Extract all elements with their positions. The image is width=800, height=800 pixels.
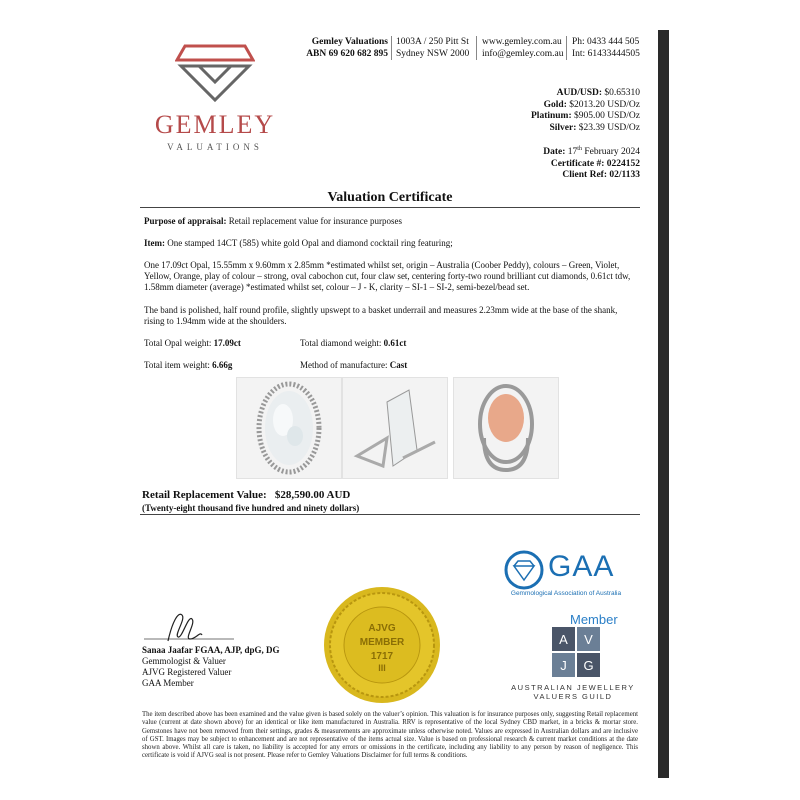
phone-number: Ph: 0433 444 505	[572, 37, 640, 47]
web-block	[482, 36, 564, 60]
page-title: Valuation Certificate	[327, 190, 453, 205]
svg-text:J: J	[560, 658, 567, 673]
signer-role: Gemmologist & Valuer	[142, 656, 226, 666]
signer-block	[142, 645, 280, 689]
rate-aud-usd: AUD/USD: $0.65310	[556, 88, 640, 98]
svg-text:MEMBER: MEMBER	[359, 637, 405, 648]
header-divider	[566, 36, 567, 60]
svg-text:AJVG: AJVG	[368, 623, 396, 634]
signature-image	[138, 605, 248, 645]
page-edge-bar	[658, 30, 669, 778]
svg-text:A: A	[559, 632, 568, 647]
rate-gold: Gold: $2013.20 USD/Oz	[543, 99, 640, 110]
intl-phone-number: Int: 61433444505	[572, 49, 640, 59]
item-paragraph: Item: One stamped 14CT (585) white gold Opal and diamond cocktail ring featuring;	[144, 238, 453, 248]
header-divider	[391, 36, 392, 60]
rate-platinum: Platinum: $905.00 USD/Oz	[531, 111, 640, 121]
title-divider	[140, 207, 640, 208]
ring-photo-top	[236, 377, 342, 479]
client-reference: Client Ref: 02/1133	[562, 170, 640, 181]
ajvg-name-line-1: AUSTRALIAN JEWELLERY	[511, 683, 635, 692]
ajvg-seal	[322, 585, 442, 705]
company-name-block	[292, 36, 388, 60]
gemley-logo	[150, 42, 280, 152]
opal-weight: Total Opal weight: 17.09ct	[144, 338, 241, 348]
address-block	[396, 36, 474, 60]
svg-text:1717: 1717	[370, 651, 394, 662]
gem-icon	[175, 42, 255, 104]
svg-text:III: III	[378, 663, 386, 673]
ring-photo-back	[453, 377, 559, 479]
company-name: Gemley Valuations	[311, 37, 388, 47]
diamond-weight: Total diamond weight: 0.61ct	[300, 338, 407, 348]
member-label: Member	[570, 612, 618, 627]
signer-registration: AJVG Registered Valuer	[142, 667, 232, 677]
company-abn: ABN 69 620 682 895	[306, 49, 388, 59]
ajvg-name-line-2: VALUERS GUILD	[533, 692, 613, 701]
address-line-2: Sydney NSW 2000	[396, 49, 470, 59]
retail-replacement-value: Retail Replacement Value: $28,590.00 AUD	[142, 489, 351, 501]
header-divider	[476, 36, 477, 60]
gaa-subtitle: Gemmological Association of Australia	[510, 590, 622, 597]
signer-membership: GAA Member	[142, 678, 194, 688]
value-divider	[140, 514, 640, 515]
manufacture-method: Method of manufacture: Cast	[300, 360, 408, 370]
email-link[interactable]: info@gemley.com.au	[482, 49, 564, 59]
address-line-1: 1003A / 250 Pitt St	[396, 37, 469, 47]
metal-rates	[531, 88, 640, 134]
band-paragraph: The band is polished, half round profile, slightly upswept to a basket underrail and measures 2.23mm wide at the base of the shank, rising to 1.94mm wide at the shoulders.	[144, 305, 618, 326]
rate-silver: Silver: $23.39 USD/Oz	[549, 122, 640, 133]
description-paragraph: One 17.09ct Opal, 15.55mm x 9.60mm x 2.85mm *estimated whilst set, origin – Australia (Coober Peddy), colours – Green, Violet, Yellow, Orange, play of colour – strong, oval cabochon cut, four claw set, centering forty-two round brilliant cut diamonds, 0.61ct tdw, 1.58mm diameter (average) *estimated whilst set, colour – J - K, clarity – SI-1 – SI-2, semi-bezel/bead set.	[144, 260, 631, 292]
disclaimer-text: The item described above has been examined and the value given is based solely on the valuer’s opinion. This valuation is for insurance purposes only, suggesting Retail replacement value (current at date shown above) for an identical or like item manufactured in Australia. RRV is representative of the local Sydney CBD market, in a bricks & mortar store. Gemstones have not been removed from their settings, grades & measurements are approximate unless otherwise noted. Values are expressed in Australian dollars and are inclusive of GST. Images may be subject to enhancement and are not representative of the items actual size. Value is based on professional research & current market conditions at the date shown above. Whilst all care is taken, no liability is accepted for any errors or omissions in the certificate, including any liability to any person by reason of negligence. This certificate is void if AJVG seal is not present. Please refer to Gemley Valuations Disclaimer for full terms & conditions.	[142, 711, 638, 760]
logo-subtitle: VALUATIONS	[167, 142, 263, 152]
ring-photo-side	[342, 377, 448, 479]
purpose-paragraph: Purpose of appraisal: Retail replacement value for insurance purposes	[144, 216, 402, 226]
logo-wordmark: GEMLEY	[154, 110, 276, 139]
gaa-logo-text: GAA	[548, 550, 615, 583]
item-weight: Total item weight: 6.66g	[144, 360, 233, 370]
website-link[interactable]: www.gemley.com.au	[482, 37, 562, 47]
certificate-number: Certificate #: 0224152	[550, 158, 640, 169]
svg-text:G: G	[583, 658, 594, 673]
ajvg-logo	[552, 627, 600, 677]
value-in-words: (Twenty-eight thousand five hundred and ninety dollars)	[142, 503, 360, 513]
certificate-meta	[543, 144, 640, 182]
svg-text:V: V	[584, 632, 593, 647]
signer-name: Sanaa Jaafar FGAA, AJP, dpG, DG	[142, 645, 280, 655]
phone-block	[572, 36, 652, 60]
gaa-diamond-icon	[504, 550, 544, 590]
certificate-date: Date: 17th February 2024	[543, 146, 640, 158]
